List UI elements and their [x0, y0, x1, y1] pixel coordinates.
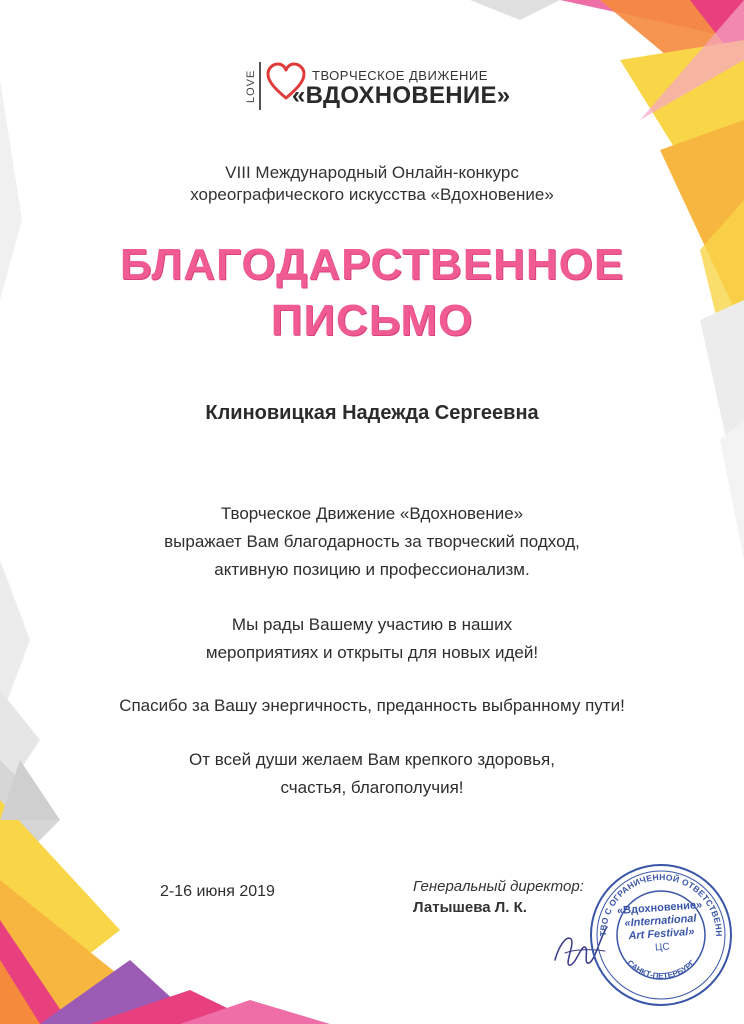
paragraph-line: От всей души желаем Вам крепкого здоровья,: [189, 750, 555, 769]
paragraph-line: активную позицию и профессионализм.: [214, 560, 530, 579]
paragraph-line: Творческое Движение «Вдохновение»: [220, 504, 524, 523]
logo-name: «ВДОХНОВЕНИЕ»: [292, 82, 511, 109]
paragraph-line: счастья, благополучия!: [280, 778, 464, 797]
recipient-name: Клиновицкая Надежда Сергеевна: [205, 402, 539, 424]
stamp-line: «Вдохновение»: [616, 899, 703, 918]
stamp-ring-text: ТВО С ОГРАНИЧЕННОЙ ОТВЕТСТВЕНН: [597, 871, 725, 937]
brand-logo: [244, 60, 514, 112]
contest-line: хореографического искусства «Вдохновение»: [190, 185, 554, 204]
stamp-line: «International: [624, 912, 697, 930]
paragraph-thanks: [0, 692, 744, 720]
contest-line: VIII Международный Онлайн-конкурс: [225, 163, 519, 182]
logo-tagline: ТВОРЧЕСКОЕ ДВИЖЕНИЕ: [312, 68, 488, 83]
stamp-ring-city: САНКТ-ПЕТЕРБУРГ: [625, 958, 697, 981]
stamp-line: Art Festival»: [628, 925, 695, 943]
contest-name: [0, 162, 744, 206]
director-name: Латышева Л. К.: [413, 899, 527, 916]
stamp-center: [616, 899, 705, 957]
event-date: 2-16 июня 2019: [160, 883, 275, 900]
paragraph-line: выражает Вам благодарность за творческий подход,: [164, 532, 580, 551]
corner-shape: [470, 0, 560, 20]
paragraph-line: Спасибо за Вашу энергичность, преданность выбранному пути!: [119, 696, 625, 715]
title-line: ПИСЬМО: [270, 296, 474, 345]
logo-love-text: LOVE: [245, 69, 257, 103]
logo-divider: [259, 62, 261, 110]
paragraph-gratitude: [0, 500, 744, 584]
paragraph-participation: [0, 611, 744, 667]
director-title: Генеральный директор:: [413, 878, 584, 895]
document-title: [0, 237, 744, 349]
paragraph-line: Мы рады Вашему участию в наших: [231, 615, 513, 634]
paragraph-wishes: [0, 746, 744, 802]
title-line: БЛАГОДАРСТВЕННОЕ: [119, 240, 625, 289]
svg-text:САНКТ-ПЕТЕРБУРГ: [625, 958, 697, 980]
paragraph-line: мероприятиях и открыты для новых идей!: [205, 643, 539, 662]
stamp-line: ЦС: [654, 941, 671, 954]
company-stamp: [588, 862, 734, 1008]
